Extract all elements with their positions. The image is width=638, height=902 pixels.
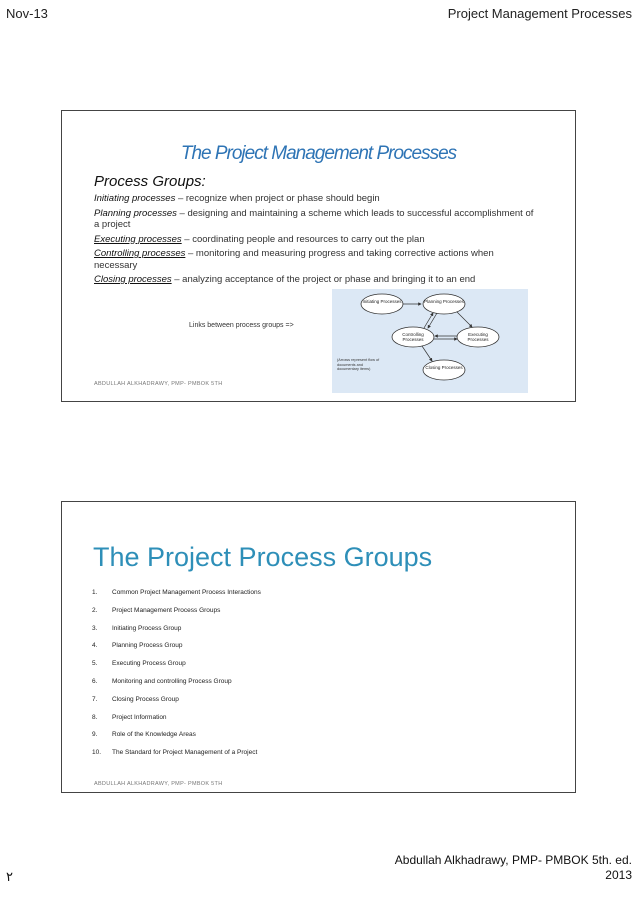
node-initiating (361, 294, 403, 314)
list-text: Planning Process Group (112, 642, 183, 650)
list-item (92, 642, 261, 660)
list-number: 6. (92, 677, 98, 685)
slide-footer: ABDULLAH ALKHADRAWY, PMP- PMBOK 5TH (94, 781, 223, 787)
list-text: Closing Process Group (112, 695, 179, 703)
slide-title: The Project Process Groups (93, 542, 433, 572)
list-item (92, 607, 261, 625)
header-date: Nov-13 (6, 6, 48, 21)
footer-year: 2013 (605, 868, 632, 882)
process-desc: – monitoring and measuring progress and taking corrective actions when necessary (94, 248, 494, 271)
process-item (94, 208, 534, 231)
list-text: Executing Process Group (112, 660, 186, 668)
process-term: Executing processes (94, 233, 182, 245)
process-groups-list (92, 589, 261, 767)
list-item (92, 696, 261, 714)
list-number: 5. (92, 660, 98, 668)
page-number: ٢ (6, 869, 13, 884)
node-label-controlling: Controlling Processes (402, 332, 424, 342)
slide-footer: ABDULLAH ALKHADRAWY, PMP- PMBOK 5TH (94, 381, 223, 387)
process-item (94, 248, 534, 271)
process-term: Initiating processes (94, 193, 176, 204)
process-item (94, 274, 534, 286)
list-number: 2. (92, 606, 98, 614)
list-item (92, 731, 261, 749)
process-item (94, 193, 534, 205)
node-planning (423, 294, 465, 314)
list-text: Project Management Process Groups (112, 606, 221, 614)
node-label-planning: Planning Processes (424, 299, 464, 304)
slide-subtitle: Process Groups: (94, 173, 206, 190)
node-closing (423, 360, 465, 380)
list-number: 1. (92, 589, 98, 596)
list-number: 9. (92, 731, 98, 739)
process-links-diagram (332, 289, 528, 393)
slide-process-groups (61, 501, 576, 793)
list-item (92, 625, 261, 643)
list-item (92, 749, 261, 767)
process-desc: – recognize when project or phase should begin (175, 193, 380, 204)
list-number: 3. (92, 624, 98, 632)
footer-author: Abdullah Alkhadrawy, PMP- PMBOK 5th. ed. (394, 853, 632, 867)
process-desc: – coordinating people and resources to carry out the plan (181, 233, 425, 245)
node-label-executing: Executing Processes (467, 332, 489, 342)
list-item (92, 660, 261, 678)
diagram-note: (Arrows represent flow of documents and documentary items) (337, 358, 380, 371)
process-desc: – analyzing acceptance of the project or phase and bringing it to an end (171, 274, 476, 285)
slide-process-management (61, 110, 576, 402)
list-item (92, 589, 261, 607)
process-term: Planning processes (94, 207, 177, 219)
process-item (94, 234, 534, 246)
list-text: Common Project Management Process Interactions (112, 589, 261, 596)
list-number: 10. (92, 749, 102, 757)
list-item (92, 678, 261, 696)
node-label-closing: Closing Processes (425, 365, 463, 370)
list-text: Role of the Knowledge Areas (112, 731, 196, 739)
list-number: 7. (92, 695, 98, 703)
process-group-list (94, 193, 534, 289)
page-footer (395, 853, 632, 883)
links-caption: Links between process groups => (189, 322, 294, 329)
list-text: Initiating Process Group (112, 624, 182, 632)
list-number: 8. (92, 713, 98, 721)
process-term: Controlling processes (94, 248, 186, 259)
header-title: Project Management Processes (447, 6, 632, 21)
list-number: 4. (92, 642, 98, 650)
slide-title: The Project Management Processes (180, 143, 457, 164)
list-item (92, 714, 261, 732)
list-text: Project Information (112, 713, 167, 721)
process-desc: – designing and maintaining a scheme which leads to successful accomplishment of a project (94, 207, 534, 230)
list-text: The Standard for Project Management of a Project (112, 749, 258, 757)
process-term: Closing processes (94, 274, 172, 285)
list-text: Monitoring and controlling Process Group (112, 677, 232, 685)
node-label-initiating: Initiating Processes (362, 299, 402, 304)
